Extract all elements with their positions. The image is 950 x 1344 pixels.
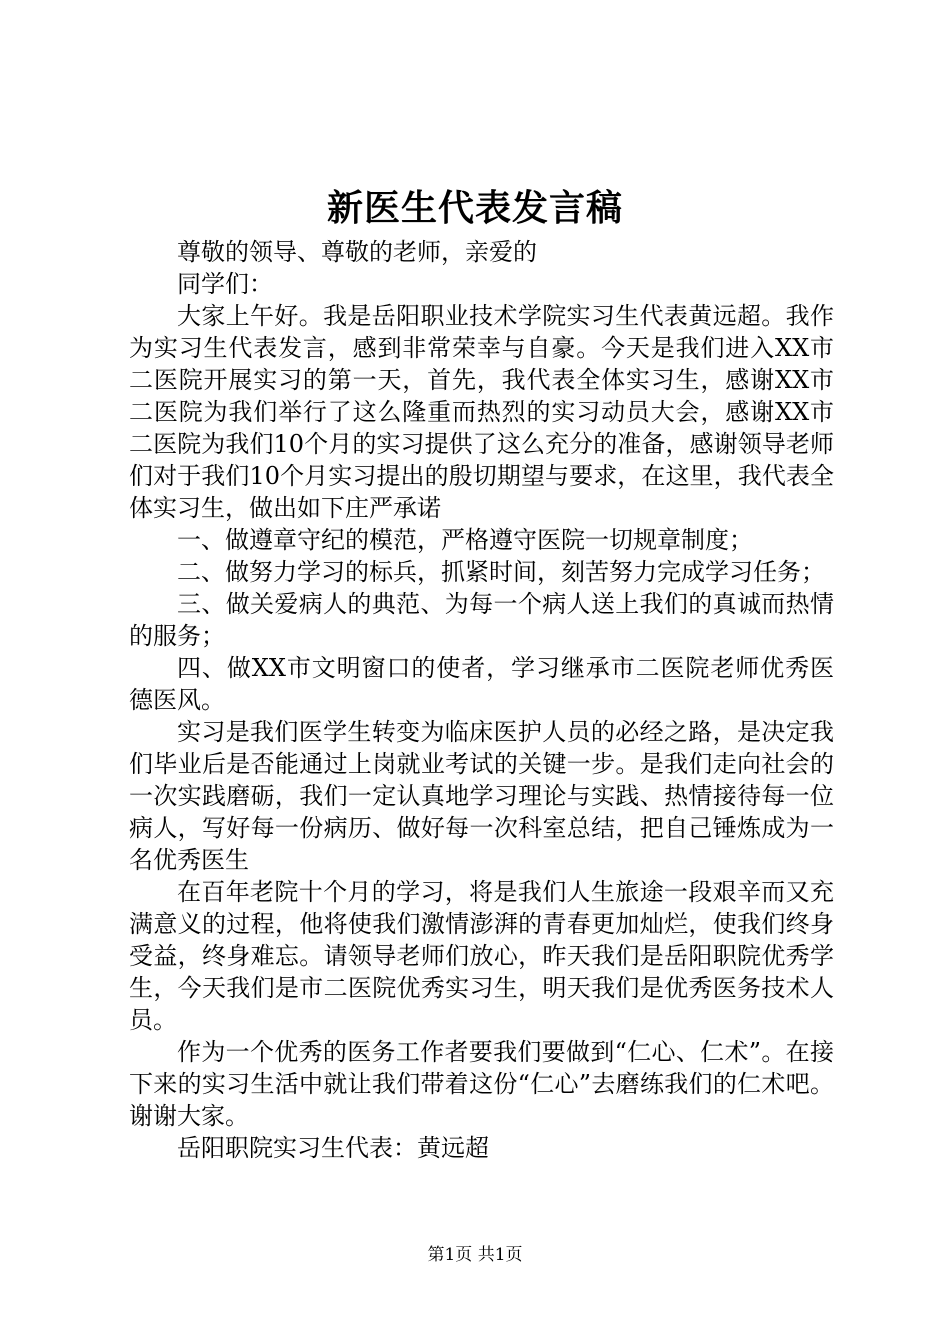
salutation-line-2: 同学们： [177, 270, 273, 298]
page-number-footer: 第1页 共1页 [427, 1245, 523, 1265]
pledge-item-4: 四、做XX市文明窗口的使者，学习继承市二医院老师优秀医德医风。 [129, 654, 834, 714]
paragraph-closing: 作为一个优秀的医务工作者要我们要做到“仁心、仁术”。在接下来的实习生活中就让我们带着这份“仁心”去磨练我们的仁术吧。谢谢大家。 [129, 1038, 834, 1130]
pledge-item-3: 三、做关爱病人的典范、为每一个病人送上我们的真诚而热情的服务； [129, 590, 834, 650]
paragraph-study: 在百年老院十个月的学习，将是我们人生旅途一段艰辛而又充满意义的过程，他将使我们激情澎湃的青春更加灿烂，使我们终身受益，终身难忘。请领导老师们放心，昨天我们是岳阳职院优秀学生，今天我们是市二医院优秀实习生，明天我们是优秀医务技术人员。 [129, 878, 834, 1034]
salutation-line-1: 尊敬的领导、尊敬的老师，亲爱的 [177, 238, 537, 266]
signature-line: 岳阳职院实习生代表：黄远超 [177, 1134, 489, 1162]
document-body [129, 236, 834, 1164]
paragraph-internship: 实习是我们医学生转变为临床医护人员的必经之路，是决定我们毕业后是否能通过上岗就业考试的关键一步。是我们走向社会的一次实践磨砺，我们一定认真地学习理论与实践、热情接待每一位病人，写好每一份病历、做好每一次科室总结，把自己锤炼成为一名优秀医生 [129, 718, 834, 874]
pledge-item-2: 二、做努力学习的标兵，抓紧时间，刻苦努力完成学习任务； [177, 558, 825, 586]
pledge-item-1: 一、做遵章守纪的模范，严格遵守医院一切规章制度； [177, 526, 753, 554]
paragraph-intro: 大家上午好。我是岳阳职业技术学院实习生代表黄远超。我作为实习生代表发言，感到非常荣幸与自豪。今天是我们进入XX市二医院开展实习的第一天，首先，我代表全体实习生，感谢XX市二医院为我们举行了这么隆重而热烈的实习动员大会，感谢XX市二医院为我们10个月的实习提供了这么充分的准备，感谢领导老师们对于我们10个月实习提出的殷切期望与要求，在这里，我代表全体实习生，做出如下庄严承诺 [129, 302, 834, 522]
document-title: 新医生代表发言稿 [326, 187, 623, 229]
